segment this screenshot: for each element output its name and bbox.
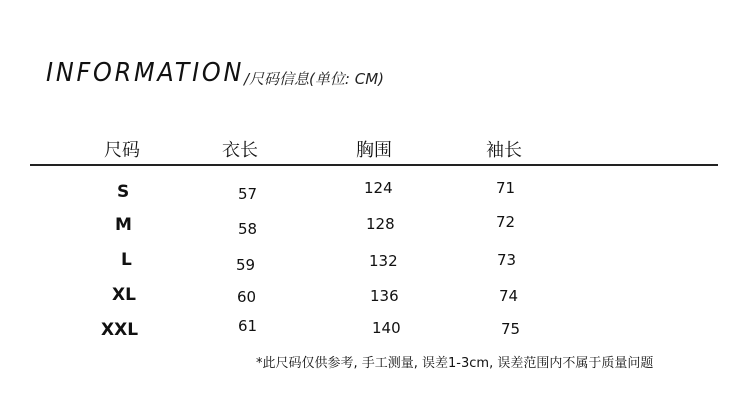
length-cell: 61 bbox=[238, 317, 258, 335]
sleeve-cell: 73 bbox=[497, 251, 517, 269]
size-cell: XXL bbox=[101, 320, 139, 340]
page-title: INFORMATION bbox=[46, 58, 245, 88]
table-header bbox=[0, 136, 750, 164]
length-cell: 57 bbox=[238, 185, 258, 203]
header-divider bbox=[30, 164, 718, 166]
length-cell: 58 bbox=[238, 220, 258, 238]
footnote: *此尺码仅供参考, 手工测量, 误差1-3cm, 误差范围内不属于质量问题 bbox=[256, 356, 654, 371]
chest-cell: 128 bbox=[366, 215, 395, 233]
size-cell: M bbox=[115, 215, 132, 235]
sleeve-cell: 71 bbox=[496, 179, 516, 197]
chest-cell: 140 bbox=[372, 319, 401, 337]
chest-cell: 124 bbox=[364, 179, 393, 197]
header-sleeve: 袖长 bbox=[486, 140, 522, 161]
header-chest: 胸围 bbox=[356, 140, 392, 161]
page-subtitle: /尺码信息(单位: CM) bbox=[244, 70, 384, 88]
chest-cell: 132 bbox=[369, 252, 398, 270]
size-cell: S bbox=[117, 182, 130, 202]
sleeve-cell: 72 bbox=[496, 213, 516, 231]
length-cell: 60 bbox=[237, 288, 257, 306]
chest-cell: 136 bbox=[370, 287, 399, 305]
sleeve-cell: 75 bbox=[501, 320, 521, 338]
header-size: 尺码 bbox=[104, 140, 140, 161]
size-cell: L bbox=[121, 250, 132, 270]
header-length: 衣长 bbox=[222, 140, 258, 161]
size-cell: XL bbox=[112, 285, 136, 305]
sleeve-cell: 74 bbox=[499, 287, 519, 305]
title-row bbox=[46, 58, 384, 94]
length-cell: 59 bbox=[236, 256, 256, 274]
